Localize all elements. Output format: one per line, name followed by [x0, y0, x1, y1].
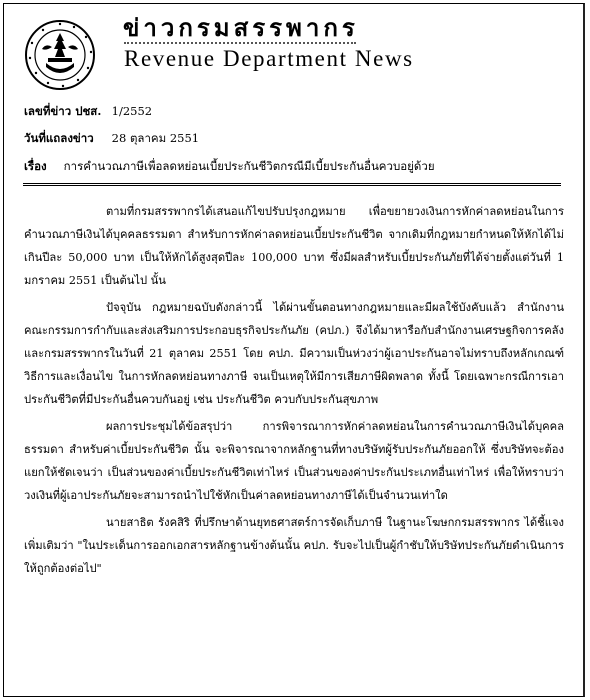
press-date-value: 28 ตุลาคม 2551	[111, 131, 200, 145]
title-dotted-divider	[124, 42, 356, 44]
body-paragraph: นายสาธิต รังคสิริ ที่ปรึกษาด้านยุทธศาสตร์การจัดเก็บภาษี ในฐานะโฆษกกรมสรรพากร ได้ชี้แจงเพิ่มเติมว่า "ในประเด็นการออกเอกสารหลักฐานข้างต้นนั้น คปภ. รับจะไปเป็นผู้กำชับให้บริษัทประกันภัยดำเนินการให้ถูกต้องต่อไป"	[24, 516, 564, 575]
subject-value: การคำนวณภาษีเพื่อลดหย่อนเบี้ยประกันชีวิตกรณีมีเบี้ยประกันอื่นควบอยู่ด้วย	[63, 159, 435, 173]
press-date-label: วันที่แถลงข่าว	[24, 131, 94, 145]
subject-label: เรื่อง	[24, 159, 47, 173]
news-number-row	[24, 103, 152, 121]
header-divider	[23, 183, 561, 186]
article-body	[24, 200, 564, 580]
news-number-label: เลขที่ข่าว ปชส.	[24, 104, 102, 118]
page-title-english: Revenue Department News	[124, 46, 414, 71]
body-paragraph: ปัจจุบัน กฎหมายฉบับดังกล่าวนี้ ได้ผ่านขั้นตอนทางกฎหมายและมีผลใช้บังคับแล้ว สำนักงานคณะกรรมการกำกับและส่งเสริมการประกอบธุรกิจประกันภัย (คปภ.) จึงได้มาหารือกับสำนักงานเศรษฐกิจการคลังและกรมสรรพากรในวันที่ 21 ตุลาคม 2551 โดย คปภ. มีความเป็นห่วงว่าผู้เอาประกันอาจไม่ทราบถึงหลักเกณฑ์ วิธีการและเงื่อนไข ในการหักลดหย่อนทางภาษี จนเป็นเหตุให้มีการเสียภาษีผิดพลาด ทั้งนี้ โดยเฉพาะกรณีการเอาประกันชีวิตที่มีประกันอื่นควบกันอยู่ เช่น ประกันชีวิต ควบกับประกันสุขภาพ	[24, 301, 564, 406]
revenue-department-seal-icon	[24, 19, 96, 91]
body-paragraph: ตามที่กรมสรรพากรได้เสนอแก้ไขปรับปรุงกฎหมาย เพื่อขยายวงเงินการหักค่าลดหย่อนในการคำนวณภาษีเงินได้บุคคลธรรมดา สำหรับการหักค่าลดหย่อนเบี้ยประกันชีวิต จากเดิมที่กฎหมายกำหนดให้หักได้ไม่เกินปีละ 50,000 บาท เป็นให้หักได้สูงสุดปีละ 100,000 บาท ซึ่งมีผลสำหรับเบี้ยประกันภัยที่ได้จ่ายตั้งแต่วันที่ 1 มกราคม 2551 เป็นต้นไป นั้น	[24, 205, 564, 287]
press-date-row	[24, 130, 199, 148]
body-paragraph: ผลการประชุมได้ข้อสรุปว่า การพิจารณาการหักค่าลดหย่อนในการคำนวณภาษีเงินได้บุคคลธรรมดา สำหรับค่าเบี้ยประกันชีวิต นั้น จะพิจารณาจากหลักฐานที่ทางบริษัทผู้รับประกันภัยออกให้ ซึ่งบริษัทจะต้องแยกให้ชัดเจนว่า เป็นส่วนของค่าเบี้ยประกันชีวิตเท่าไหร่ เป็นส่วนของค่าประกันประเภทอื่นเท่าไหร่ เพื่อให้ทราบว่าวงเงินที่ผู้เอาประกันภัยจะสามารถนำไปใช้หักเป็นค่าลดหย่อนทางภาษีได้เป็นจำนวนเท่าใด	[24, 420, 564, 502]
news-number-value: 1/2552	[111, 104, 153, 118]
page-title-thai: ข่าวกรมสรรพากร	[123, 14, 359, 42]
subject-row	[24, 158, 435, 176]
